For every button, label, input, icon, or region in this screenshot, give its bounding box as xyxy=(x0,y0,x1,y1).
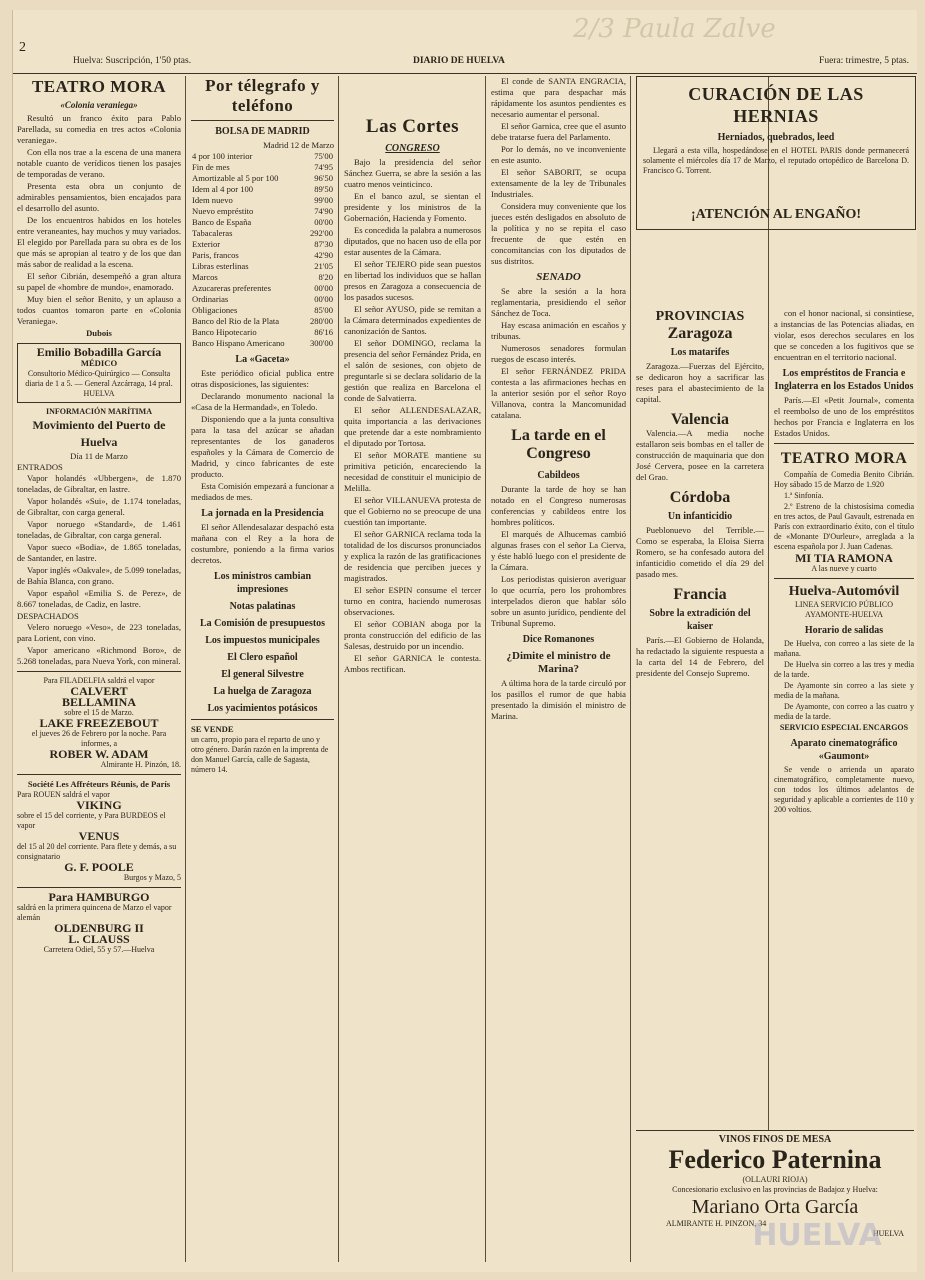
infanticidio-title: Un infanticidio xyxy=(667,511,733,522)
paragraph: Muy bien el señor Benito, y un aplauso a todos cuantos tomaron parte en «Colonia Veraniega». xyxy=(17,294,181,326)
ad1-line: Para FILADELFIA saldrá el vapor xyxy=(43,676,155,685)
linea: LINEA SERVICIO PÚBLICO xyxy=(794,600,894,609)
paragraph: El señor TEJERO pide sean puestos en libertad los individuos que se hallan presos en Zaragoza a consecuencia de los pasados sucesos. xyxy=(344,259,481,302)
ad3-agent: L. CLAUSS xyxy=(68,932,130,946)
valencia-title: Valencia xyxy=(670,411,730,428)
rate-name: Azucareras preferentes xyxy=(192,283,271,293)
paragraph: Considera muy conveniente que los jueces estén desligados en absoluto de la política y no se repita el caso frecuente de que estén en concomitancias con los diputados de sus distritos. xyxy=(491,201,626,266)
paragraph: El señor FERNÁNDEZ PRIDA contesta a las afirmaciones hechas en la anterior sesión por el señor Royo Villanova, contra la Mancomunidad catalana. xyxy=(491,366,626,420)
archive-watermark: HUELVA xyxy=(752,1218,882,1253)
ad1-ship3: LAKE FREEZEBOUT xyxy=(39,716,159,730)
vende-title: SE VENDE xyxy=(191,724,234,734)
romanones-title: Dice Romanones xyxy=(522,634,595,645)
rate-name: Amortizable al 5 por 100 xyxy=(192,173,279,183)
entradas-heading: ENTRADOS xyxy=(17,462,63,472)
atencion-title: ¡ATENCIÓN AL ENGAÑO! xyxy=(690,207,862,222)
rate-name: 4 por 100 interior xyxy=(192,151,253,161)
paragraph: con el honor nacional, si consintiese, a instancias de las Potencias aliadas, en violar, esos derechos seculares en los que se conceden a los fugitivos que se encuentran en el territorio nacional. xyxy=(774,308,914,362)
paragraph: El señor GARNICA le contesta. Ambos rectifican. xyxy=(344,653,481,674)
senado-title: SENADO xyxy=(536,271,581,283)
paragraph: El conde de SANTA ENGRACIA, estima que para despachar más rápidamente los asuntos pendientes es necesario aumentar el personal. xyxy=(491,76,626,119)
ad1-addr: Almirante H. Pinzón, 18. xyxy=(100,760,181,769)
horario-line: De Ayamonte sin correo a las siete y media de la mañana. xyxy=(774,681,914,700)
automovil-title: Huelva-Automóvil xyxy=(788,584,900,599)
rate-row xyxy=(191,239,334,250)
rate-value: 85'00 xyxy=(314,305,333,315)
teatro-item1: 1.ª Sinfonía. xyxy=(784,491,824,500)
ad2-addr: Burgos y Mazo, 5 xyxy=(123,873,181,882)
paragraph: El señor Allendesalazar despachó esta mañana con el Rey a la hora de costumbre, poniendo a la firma varios decretos. xyxy=(191,522,334,565)
rate-row xyxy=(191,294,334,305)
rate-row xyxy=(191,206,334,217)
rate-name: Marcos xyxy=(192,272,218,282)
rate-value: 00'00 xyxy=(314,283,333,293)
newspaper-page xyxy=(12,10,917,1272)
info-maritima: INFORMACIÓN MARÍTIMA xyxy=(46,407,152,416)
francia-title: Francia xyxy=(673,586,727,603)
paragraph: El señor ESPIN consume el tercer turno en contra, haciendo numerosas observaciones. xyxy=(344,585,481,617)
paragraph: El señor AYUSO, pide se remitan a la Cámara determinados expedientes de canonización de Santos. xyxy=(344,304,481,336)
rate-row xyxy=(191,151,334,162)
ad3-title: Para HAMBURGO xyxy=(48,890,150,904)
huelga-title: La huelga de Zaragoza xyxy=(213,686,312,697)
wine-line: Concesionario exclusivo en las provincias de Badajoz y Huelva: xyxy=(672,1185,878,1194)
cordoba-title: Córdoba xyxy=(669,489,731,506)
paragraph: A última hora de la tarde circuló por los pasillos el rumor de que habia presentado la dimisión el ministro de Marina. xyxy=(491,678,626,721)
column-rule xyxy=(338,76,339,1262)
rate-value: 00'00 xyxy=(314,294,333,304)
bolsa-title: BOLSA DE MADRID xyxy=(215,126,310,137)
rate-name: Nuevo empréstito xyxy=(192,206,254,216)
column-5 xyxy=(636,308,764,1262)
paragraph: París.—El «Petit Journal», comenta el reembolso de uno de los empréstitos hechos por Francia e Inglaterra en los Estados Unidos. xyxy=(774,395,914,438)
horario-line: De Ayamonte, con correo a las cuatro y media de la tarde. xyxy=(774,702,914,721)
paragraph: El señor GARNICA reclama toda la totalidad de los discursos pronunciados y explica la razón de las gratificaciones de residencia que perciben jueces y magistrados. xyxy=(344,529,481,583)
rate-row xyxy=(191,272,334,283)
paragraph: Es concedida la palabra a numerosos diputados, que no hacen uso de ella por estar ausentes de la Cámara. xyxy=(344,225,481,257)
encargos: SERVICIO ESPECIAL ENCARGOS xyxy=(779,723,909,732)
rate-name: Idem al 4 por 100 xyxy=(192,184,254,194)
doctor-name: Emilio Bobadilla García xyxy=(36,345,162,359)
ad3-line: saldrá en la primera quincena de Marzo el vapor alemán xyxy=(17,903,172,922)
paragraph: Con ella nos trae a la escena de una manera notable cuanto de verídicos tienen los pasajes de temporadas de verano. xyxy=(17,147,181,179)
ad1-ship2: BELLAMINA xyxy=(61,695,136,709)
column-rule xyxy=(185,76,186,1262)
ad3-addr: Carretera Odiel, 55 y 57.—Huelva xyxy=(43,945,155,954)
horario-line: De Huelva sin correo a las tres y media de la tarde. xyxy=(774,660,914,679)
vende-text: un carro, propio para el reparto de uno y otro género. Darán razón en la imprenta de don Manuel García, calle de Sagasta, número 14. xyxy=(191,735,329,774)
rate-row xyxy=(191,195,334,206)
wine-brand: Federico Paternina xyxy=(668,1145,882,1174)
rate-row xyxy=(191,316,334,327)
despachados-heading: DESPACHADOS xyxy=(17,611,79,621)
entry: Vapor holandés «Ubbergen», de 1.870 toneladas, de Gibraltar, en lastre. xyxy=(17,473,181,494)
entry: Velero noruego «Veso», de 223 toneladas, para Lorient, con vino. xyxy=(17,622,181,643)
hernias-title: CURACIÓN DE LAS HERNIAS xyxy=(688,84,864,126)
rate-value: 00'00 xyxy=(314,217,333,227)
ad2-agent: G. F. POOLE xyxy=(64,860,134,874)
rate-row xyxy=(191,338,334,349)
entry: Vapor español «Emilia S. de Perez», de 8.667 toneladas, de Cadiz, en lastre. xyxy=(17,588,181,609)
page-header xyxy=(13,38,917,74)
paragraph: El señor COBIAN aboga por la pronta construcción del edificio de las Salesas, destruido por un incendio. xyxy=(344,619,481,651)
teatro-item2: 2.º Estreno de la chistosísima comedia en tres actos, de Paul Gavault, estrenada en París con extraordinario éxito, con el título de «Monante D'Ourleur», arreglada a la escena española por J. Juan Cadenas. xyxy=(774,502,914,551)
paper-name: DIARIO DE HUELVA xyxy=(413,56,505,66)
rate-row xyxy=(191,283,334,294)
tarde-title: La tarde en el Congreso xyxy=(511,427,606,462)
wine-city: HUELVA xyxy=(872,1229,904,1238)
rate-row xyxy=(191,327,334,338)
paragraph: Valencia.—A media noche estallaron seis bombas en el taller de construcción de maquinaria que don José Cervera, posee en la carretera del Grao. xyxy=(636,428,764,482)
impuestos-title: Los impuestos municipales xyxy=(205,635,320,646)
hernias-text: Llegará a esta villa, hospedándose en el HOTEL PARIS donde permanecerá solamente el miércoles día 17 de Marzo, el reputado ortopédico de Barcelona D. Francisco G. Torrent. xyxy=(643,146,909,175)
telegrafo-title: Por télegrafo y teléfono xyxy=(205,76,320,115)
paragraph: Disponiendo que a la junta consultiva para la tasa del azúcar se añadan representantes de los ganaderos españoles y la Cámara de Comercio de Madrid, y cinco fabricantes de este producto. xyxy=(191,414,334,479)
paragraph: El señor Garnica, cree que el asunto debe tratarse fuera del Parlamento. xyxy=(491,121,626,142)
rate-name: Ordinarias xyxy=(192,294,229,304)
rate-name: Banco del Rio de la Plata xyxy=(192,316,280,326)
rate-value: 300'00 xyxy=(309,338,333,348)
hernias-sub: Herniados, quebrados, leed xyxy=(717,132,835,143)
paragraph: El señor VILLANUEVA protesta de que el Gobierno no se preocupe de una cuestión tan importante. xyxy=(344,495,481,527)
rate-row xyxy=(191,173,334,184)
ad1-line3: el jueves 26 de Febrero por la noche. Para informes, a xyxy=(31,729,167,748)
paragraph: Esta Comisión empezará a funcionar a mediados de mes. xyxy=(191,481,334,502)
column-4 xyxy=(491,76,626,1262)
rate-name: Banco de España xyxy=(192,217,252,227)
yacimientos-title: Los yacimientos potásicos xyxy=(207,703,318,714)
rate-row xyxy=(191,228,334,239)
ad2-ship: VIKING xyxy=(76,798,122,812)
column-rule xyxy=(630,76,631,1262)
ad1-line2: sobre el 15 de Marzo. xyxy=(64,708,134,717)
paragraph: En el banco azul, se sientan el presidente y los ministros de la Gobernación, Hacienda y Fomento. xyxy=(344,191,481,223)
horario-title: Horario de salidas xyxy=(804,625,884,636)
ad3-ship: OLDENBURG II xyxy=(54,921,144,935)
horario-line: De Huelva, con correo a las siete de la mañana. xyxy=(774,639,914,658)
paragraph: El señor MORATE mantiene su primitiva petición, encareciendo la necesidad de constituir el municipio de Melilla. xyxy=(344,450,481,493)
rate-value: 86'16 xyxy=(314,327,333,337)
entry: Vapor inglés «Oakvale», de 5.099 toneladas, de Bahía Blanca, con grano. xyxy=(17,565,181,586)
page-number: 2 xyxy=(19,40,26,55)
column-6 xyxy=(774,308,914,1262)
entry: Vapor americano «Richmond Boro», de 5.268 toneladas, para Nueva York, con mineral. xyxy=(17,645,181,666)
entry: Vapor noruego «Standard», de 1.461 toneladas, de Gibraltar, con carga general. xyxy=(17,519,181,540)
notas-title: Notas palatinas xyxy=(229,601,296,612)
rate-row xyxy=(191,250,334,261)
rate-name: Exterior xyxy=(192,239,221,249)
rate-name: Idem nuevo xyxy=(192,195,233,205)
paragraph: Bajo la presidencia del señor Sánchez Guerra, se abre la sesión a las cuatro menos veinticinco. xyxy=(344,157,481,189)
rate-name: Banco Hispano Americano xyxy=(192,338,285,348)
teatro-mora-title: TEATRO MORA xyxy=(780,450,908,467)
aparato-text: Se vende o arrienda un aparato cinematográfico, completamente nuevo, con todos los últimos adelantos de seguridad y aplicable a corrientes de 110 y 200 voltios. xyxy=(774,765,914,814)
rate-value: 89'50 xyxy=(314,184,333,194)
wine-top: VINOS FINOS DE MESA xyxy=(718,1134,832,1145)
ad1-ship: CALVERT xyxy=(70,684,128,698)
paragraph: Presenta esta obra un conjunto de admirables pensamientos, bien encajados para el desarrollo del asunto. xyxy=(17,181,181,213)
silvestre-title: El general Silvestre xyxy=(221,669,304,680)
provincias-title: PROVINCIAS xyxy=(655,309,745,324)
teatro-subtitle: «Colonia veraniega» xyxy=(60,100,138,110)
ruta: AYAMONTE-HUELVA xyxy=(805,610,883,619)
paragraph: El señor SABORIT, se ocupa extensamente de la ley de Tribunales Industriales. xyxy=(491,167,626,199)
ad2-ship2: VENUS xyxy=(78,829,120,843)
rate-value: 292'00 xyxy=(309,228,333,238)
clero-title: El Clero español xyxy=(227,652,298,663)
congreso-title: CONGRESO xyxy=(385,143,440,154)
paragraph: Zaragoza.—Fuerzas del Ejército, se dedicaron hoy a sacrificar las reses para el abastecimiento de la capital. xyxy=(636,361,764,404)
paragraph: El señor DOMINGO, reclama la presencia del señor Fernández Prida, en el salón de sesiones, con objeto de preguntarle si se declara solidario de la gestión que realiza en Barcelona el conde de Salvatierra. xyxy=(344,338,481,403)
paragraph: Los periodistas quisieron averiguar lo que ocurría, pero los prohombres interpelados dieron que hablar sólo sobre un asunto jurídico, pendiente del Tribunal Supremo. xyxy=(491,574,626,628)
bolsa-date: Madrid 12 de Marzo xyxy=(263,140,334,150)
ad1-agent: ROBER W. ADAM xyxy=(49,747,149,761)
rate-value: 74'90 xyxy=(314,206,333,216)
rate-value: 42'90 xyxy=(314,250,333,260)
rate-name: Libras esterlinas xyxy=(192,261,249,271)
ad2-line2: sobre el 15 del corriente, y Para BURDEOS el vapor xyxy=(17,811,166,830)
byline: Dubois xyxy=(86,328,112,338)
rate-row xyxy=(191,305,334,316)
gaceta-title: La «Gaceta» xyxy=(235,354,290,365)
hernias-ad xyxy=(636,76,916,306)
doctor-title: MÉDICO xyxy=(80,358,118,368)
rate-name: Fin de mes xyxy=(192,162,230,172)
zaragoza-title: Zaragoza xyxy=(667,325,733,342)
handwritten-annotation: 2/3 Paula Zalve xyxy=(573,14,776,44)
paragraph: El señor Cibrián, desempeñó a gran altura su papel de «hombre de mundo», enamorado. xyxy=(17,271,181,292)
ad2-line3: del 15 al 20 del corriente. Para flete y demás, a su consignatario xyxy=(17,842,177,861)
jornada-title: La jornada en la Presidencia xyxy=(201,508,324,519)
wine-origin: (OLLAURI RIOJA) xyxy=(742,1175,808,1184)
rate-value: 96'50 xyxy=(314,173,333,183)
hernias-box xyxy=(636,76,916,230)
column-3 xyxy=(344,76,481,1262)
rate-name: Banco Hipotecario xyxy=(192,327,257,337)
paragraph: De los encuentros habidos en los hoteles entre veraneantes, hay muchos y muy variados. El elegido por Parellada para su obra es de los que más se apropian al teatro y de los que dan más sabor de realidad a la escena. xyxy=(17,215,181,269)
paragraph: El marqués de Alhucemas cambió algunas frases con el señor La Cierva, y éste habló luego con el presidente de la Cámara. xyxy=(491,529,626,572)
cabildeos-title: Cabildeos xyxy=(537,470,580,481)
entry: Vapor holandés «Sui», de 1.174 toneladas, de Gibraltar, con carga general. xyxy=(17,496,181,517)
subscription-local: Huelva: Suscripción, 1'50 ptas. xyxy=(73,56,192,66)
rate-name: Paris, francos xyxy=(192,250,239,260)
paragraph: Hay escasa animación en escaños y tribunas. xyxy=(491,320,626,341)
ministros-title: Los ministros cambian impresiones xyxy=(213,571,312,595)
extradicion-title: Sobre la extradición del kaiser xyxy=(649,608,751,632)
paragraph: París.—El Gobierno de Holanda, ha redactado la siguiente respuesta a la carta del 14 de Febrero, del presidente del Consejo Supremo. xyxy=(636,635,764,678)
column-1 xyxy=(17,76,181,1262)
rate-value: 280'00 xyxy=(309,316,333,326)
doctor-info: Consultorio Médico-Quirúrgico — Consulta diaria de 1 a 5. — General Azcárraga, 14 pral. HUELVA xyxy=(25,369,173,398)
dia: Día 11 de Marzo xyxy=(70,451,128,461)
dimite-title: ¿Dimite el ministro de Marina? xyxy=(506,650,611,675)
paragraph: Pueblonuevo del Terrible.—Como se esperaba, la Eloisa Sierra Romero, se ha confesado autora del infanticidio cometido el día 29 del pasado mes. xyxy=(636,525,764,579)
entry: Vapor sueco «Bodia», de 1.865 toneladas, de Santander, en lastre. xyxy=(17,542,181,563)
teatro-title: TEATRO MORA xyxy=(31,77,167,96)
paragraph: Por lo demás, no ve inconveniente en este asunto. xyxy=(491,144,626,165)
rate-value: 74'95 xyxy=(314,162,333,172)
obra-title: MI TIA RAMONA xyxy=(795,551,893,565)
emprestitos-title: Los empréstitos de Francia e Inglaterra en los Estados Unidos xyxy=(774,368,914,392)
rate-value: 21'05 xyxy=(314,261,333,271)
rate-value: 8'20 xyxy=(318,272,333,282)
hora: A las nueve y cuarto xyxy=(811,564,877,573)
wine-addr: ALMIRANTE H. PINZON, 34 xyxy=(666,1219,767,1228)
rate-value: 87'30 xyxy=(314,239,333,249)
rate-row xyxy=(191,217,334,228)
rate-value: 99'00 xyxy=(314,195,333,205)
paragraph: Este periódico oficial publica entre otras disposiciones, las siguientes: xyxy=(191,368,334,389)
teatro-text: Compañía de Comedia Benito Cibrián. Hoy sábado 15 de Marzo de 1.920 xyxy=(774,470,914,489)
paragraph: Durante la tarde de hoy se han notado en el Congreso numerosas conferencias y cabildeos entre los hombres políticos. xyxy=(491,484,626,527)
rate-row xyxy=(191,261,334,272)
movimiento-title: Movimiento del Puerto de Huelva xyxy=(32,418,166,449)
rate-value: 75'00 xyxy=(314,151,333,161)
wine-agent: Mariano Orta García xyxy=(691,1196,859,1218)
column-rule xyxy=(485,76,486,1262)
doctor-ad xyxy=(17,343,181,403)
cortes-title: Las Cortes xyxy=(365,116,460,137)
rate-row xyxy=(191,184,334,195)
rate-name: Obligaciones xyxy=(192,305,238,315)
comision-title: La Comisión de presupuestos xyxy=(199,618,326,629)
ad2-title: Société Les Affréteurs Réunis, de París xyxy=(27,779,171,789)
paragraph: Numerosos senadores formulan ruegos de escaso interés. xyxy=(491,343,626,364)
rates-table xyxy=(191,151,334,349)
paragraph: Resultó un franco éxito para Pablo Parellada, su comedia en tres actos «Colonia veraniega». xyxy=(17,113,181,145)
paragraph: Se abre la sesión a la hora reglamentaria, presidiendo el señor Sánchez de Toca. xyxy=(491,286,626,318)
column-2 xyxy=(191,76,334,1262)
aparato-title: Aparato cinematográfico «Gaumont» xyxy=(790,738,898,762)
subscription-outside: Fuera: trimestre, 5 ptas. xyxy=(819,56,909,66)
matarifes-title: Los matarifes xyxy=(670,347,730,358)
ad2-line: Para ROUEN saldrá el vapor xyxy=(17,790,110,799)
paragraph: El señor ALLENDESALAZAR, quita importancia a las derivaciones que pretende dar a este nombramiento el diputado por Tortosa. xyxy=(344,405,481,448)
paragraph: Declarando monumento nacional la «Casa de la Hermandad», en Toledo. xyxy=(191,391,334,412)
rate-row xyxy=(191,162,334,173)
rate-name: Tabacaleras xyxy=(192,228,233,238)
